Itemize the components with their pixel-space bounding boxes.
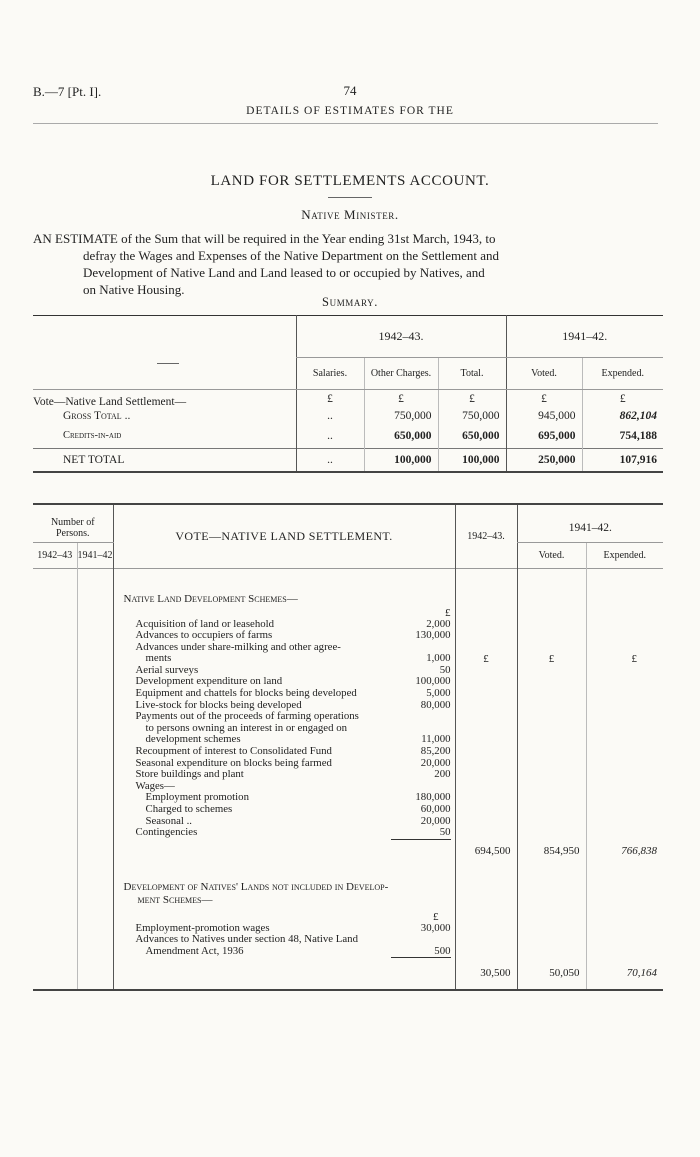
item-row: Wages— — [135, 779, 175, 792]
item-row: Store buildings and plant 200 — [135, 768, 451, 781]
section-expended: 70,164 — [626, 966, 657, 979]
summary-row-net — [33, 448, 663, 472]
page-number: 74 — [343, 83, 357, 98]
cell-salaries: .. — [296, 424, 364, 448]
col-expended: Expended. — [586, 542, 663, 568]
item-row: Advances to Natives under section 48, Native Land — [135, 933, 358, 946]
currency-salaries: £ — [296, 390, 364, 409]
item-row: Charged to schemes 60,000 — [145, 803, 451, 815]
cell-salaries: .. — [296, 408, 364, 424]
item-row: Development expenditure on land 100,000 — [135, 675, 451, 688]
cell-expended: 107,916 — [582, 448, 663, 472]
col-voted: Voted. — [506, 358, 582, 390]
title-rule — [328, 197, 372, 198]
currency-total: £ — [483, 652, 489, 665]
cell-voted: 945,000 — [506, 408, 582, 424]
cell-voted: 250,000 — [506, 448, 582, 472]
row-label: NET TOTAL — [63, 453, 125, 466]
col-persons-1941: 1941–42 — [77, 542, 113, 568]
col-expended: Expended. — [582, 358, 663, 390]
summary-heading: Summary. — [322, 295, 378, 309]
section-currency: £ — [445, 606, 451, 619]
item-row: Equipment and chattels for blocks being developed 5,000 — [135, 687, 451, 700]
cell-other: 750,000 — [364, 408, 438, 424]
col-total: Total. — [438, 358, 506, 390]
cell-voted: 695,000 — [506, 424, 582, 448]
item-row: Amendment Act, 1936 500 — [145, 944, 451, 957]
currency-total: £ — [438, 390, 506, 409]
currency-expended: £ — [582, 390, 663, 409]
header-rule — [33, 123, 658, 124]
vote-table — [33, 503, 663, 991]
currency-voted: £ — [548, 652, 555, 665]
vote-title: VOTE—NATIVE LAND SETTLEMENT. — [113, 504, 455, 568]
section-total: 30,500 — [480, 966, 511, 979]
summary-row-gross — [33, 408, 663, 424]
cell-other: 650,000 — [364, 424, 438, 448]
col-salaries: Salaries. — [296, 358, 364, 390]
minister-heading: Native Minister. — [301, 207, 399, 222]
item-row: to persons owning an interest in or engaged on — [145, 721, 347, 734]
vote-year-prev: 1941–42. — [517, 504, 663, 542]
item-row: Recoupment of interest to Consolidated Fund 85,200 — [135, 745, 451, 758]
estimate-line-1: AN ESTIMATE of the Sum that will be required in the Year ending 31st March, 1943, to — [33, 231, 496, 246]
section-native-land-development — [33, 568, 663, 865]
account-title: LAND FOR SETTLEMENTS ACCOUNT. — [210, 173, 490, 189]
document-reference: B.—7 [Pt. I]. — [33, 84, 102, 99]
item-row: Acquisition of land or leasehold 2,000 — [135, 617, 451, 630]
item-row: Live-stock for blocks being developed 80,000 — [135, 698, 451, 711]
cell-salaries: .. — [296, 448, 364, 472]
cell-total: 100,000 — [438, 448, 506, 472]
item-row: Seasonal .. 20,000 — [145, 814, 451, 827]
section-expended: 766,838 — [621, 844, 657, 857]
row-label: Gross Total .. — [63, 410, 131, 422]
cell-other: 100,000 — [364, 448, 438, 472]
item-row: Employment-promotion wages 30,000 — [135, 921, 451, 934]
section-currency: £ — [433, 910, 439, 923]
section-voted: 50,050 — [549, 966, 580, 979]
summary-table — [33, 315, 663, 473]
number-of-persons-header: Number of Persons. — [33, 504, 113, 542]
item-row: Aerial surveys 50 — [135, 663, 451, 676]
item-row: development schemes 11,000 — [145, 733, 451, 746]
vote-label: Vote—Native Land Settlement— — [33, 396, 187, 408]
item-row: Payments out of the proceeds of farming operations — [135, 710, 359, 723]
estimate-line-3: Development of Native Land and Land leased to or occupied by Natives, and — [83, 265, 485, 280]
item-row: Employment promotion 180,000 — [145, 791, 451, 804]
summary-year-prev: 1941–42. — [506, 316, 663, 358]
section-heading-line-2: ment Schemes— — [137, 893, 213, 906]
currency-other: £ — [364, 390, 438, 409]
summary-year-current: 1942–43. — [296, 316, 506, 358]
item-row: Seasonal expenditure on blocks being farmed 20,000 — [135, 756, 451, 769]
currency-expended: £ — [631, 652, 637, 665]
summary-row-credits — [33, 424, 663, 448]
col-other-charges: Other Charges. — [364, 358, 438, 390]
section-heading-line-1: Development of Natives' Lands not included in Develop- — [123, 880, 389, 893]
running-title: DETAILS OF ESTIMATES FOR THE — [246, 105, 454, 117]
item-row: Advances to occupiers of farms 130,000 — [135, 629, 451, 642]
section-development-native-lands — [33, 865, 663, 990]
summary-stub-header — [33, 316, 296, 390]
estimate-paragraph — [33, 230, 661, 298]
col-voted: Voted. — [517, 542, 586, 568]
section-voted: 854,950 — [543, 844, 580, 857]
item-row: Contingencies 50 — [135, 826, 451, 839]
item-row: ments 1,000 — [145, 652, 451, 665]
currency-voted: £ — [506, 390, 582, 409]
section-total: 694,500 — [474, 844, 511, 857]
row-label: Credits-in-aid — [63, 430, 122, 442]
estimate-line-2: defray the Wages and Expenses of the Native Department on the Settlement and — [83, 248, 500, 263]
cell-total: 750,000 — [438, 408, 506, 424]
col-persons-1942: 1942–43 — [37, 549, 73, 561]
vote-year-current: 1942–43. — [455, 504, 517, 568]
estimate-line-4: on Native Housing. — [83, 282, 185, 297]
cell-total: 650,000 — [438, 424, 506, 448]
section-heading: Native Land Development Schemes— — [123, 592, 298, 605]
cell-expended: 862,104 — [582, 408, 663, 424]
item-row: Advances under share-milking and other agree- — [135, 640, 341, 653]
cell-expended: 754,188 — [582, 424, 663, 448]
